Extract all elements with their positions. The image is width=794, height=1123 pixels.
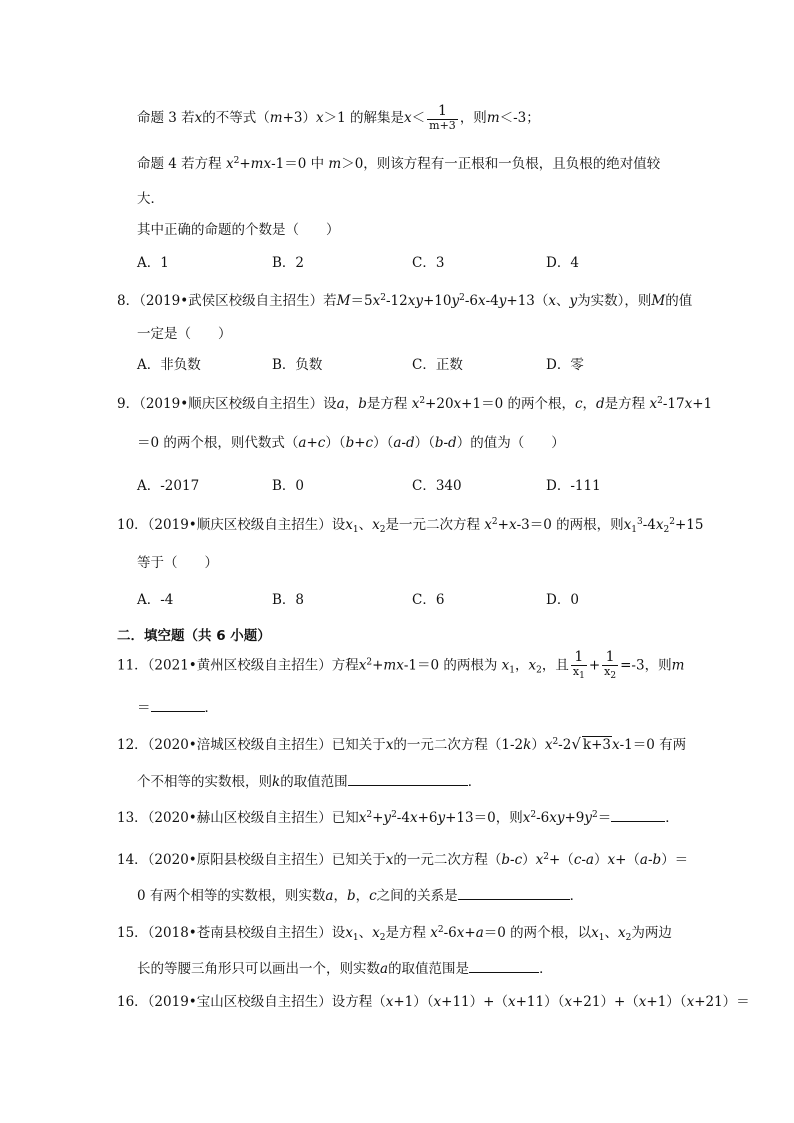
question-11: 11．（2021•黄州区校级自主招生）方程$x^2+mx-1=0$ 的两根为 $x_1$，$x_2$，且 $\frac{1}{x_1}$ + $\frac{1}{x_2}$ =-3，则m bbox=[117, 649, 685, 682]
answer-blank[interactable] bbox=[458, 887, 570, 900]
question-11-cont: ＝ ． bbox=[137, 700, 218, 716]
option-b: B．0 bbox=[272, 478, 305, 494]
option-c: C．正数 bbox=[412, 357, 463, 373]
proposition-3: 命题 3 若x的不等式（m+3）x＞1 的解集是x＜ $\frac{1}{m+3}$ ，则m＜-3； bbox=[137, 103, 540, 133]
option-d: D．4 bbox=[546, 255, 579, 271]
question-14-cont: 0 有两个相等的实数根，则实数a，b，c之间的关系是 ． bbox=[137, 888, 584, 904]
option-a: A．非负数 bbox=[137, 357, 201, 373]
proposition-4: 命题 4 若方程 $x^2+mx-1=0$ 中 m＞0，则该方程有一正根和一负根，且负根的绝对值较 bbox=[137, 156, 661, 172]
question-8-cont: 一定是（ ） bbox=[137, 326, 232, 342]
question-14: 14．（2020•原阳县校级自主招生）已知关于x的一元二次方程$(b-c)x^2+(c-a)x+(a-b)=$ bbox=[117, 852, 689, 868]
option-d: D．0 bbox=[546, 592, 579, 608]
answer-blank[interactable] bbox=[611, 809, 665, 822]
section-heading: 二．填空题（共 6 小题） bbox=[117, 628, 271, 644]
question-7-stem: 其中正确的命题的个数是（ ） bbox=[137, 222, 340, 238]
option-c: C．340 bbox=[412, 478, 462, 494]
option-c: C．3 bbox=[412, 255, 445, 271]
question-10-cont: 等于（ ） bbox=[137, 555, 218, 571]
fraction: $\frac{1}{m+3}$ bbox=[429, 103, 456, 133]
fraction: $\frac{1}{x_2}$ bbox=[604, 649, 617, 682]
answer-blank[interactable] bbox=[151, 699, 205, 712]
answer-blank[interactable] bbox=[348, 773, 468, 786]
question-15: 15．（2018•苍南县校级自主招生）设$x_1$、$x_2$是方程 $x^2-6x+a=0$ 的两个根，以$x_1$、$x_2$为两边 bbox=[117, 925, 672, 943]
question-9: 9．（2019•顺庆区校级自主招生）设a，b是方程 $x^2+20x+1=0$ 的两个根，c，d是方程 $x^2-17x+1$ bbox=[117, 396, 713, 412]
option-d: D．零 bbox=[546, 357, 584, 373]
option-a: A．-4 bbox=[137, 592, 174, 608]
option-d: D．-111 bbox=[546, 478, 601, 494]
fraction: $\frac{1}{x_1}$ bbox=[572, 649, 585, 682]
proposition-4-cont: 大． bbox=[137, 191, 164, 207]
option-b: B．负数 bbox=[272, 357, 323, 373]
option-a: A．-2017 bbox=[137, 478, 200, 494]
option-c: C．6 bbox=[412, 592, 445, 608]
question-8: 8．（2019•武侯区校级自主招生）若$M=5x^2-12xy+10y^2-6x-4y+13(x$、y为实数），则M的值 bbox=[117, 293, 693, 309]
question-16: 16．（2019•宝山区校级自主招生）设方程（x+1）（x+11）+（x+11）（x+21）+（x+1）（x+21）＝ bbox=[117, 994, 750, 1010]
option-a: A．1 bbox=[137, 255, 169, 271]
question-12-cont: 个不相等的实数根，则k的取值范围 ． bbox=[137, 774, 482, 790]
question-12: 12．（2020•涪城区校级自主招生）已知关于x的一元二次方程$(1-2k)x^2-2√$ k+3x-1＝0 有两 bbox=[117, 735, 687, 753]
question-13: 13．（2020•赫山区校级自主招生）已知$x^2+y^2-4x+6y+13=0$，则$x^2-6xy+9y^2=$ ． bbox=[117, 810, 679, 826]
answer-blank[interactable] bbox=[469, 960, 539, 973]
question-9-cont: ＝0 的两个根，则代数式（a+c）（b+c）（a-d）（b-d）的值为（ ） bbox=[137, 435, 565, 451]
option-b: B．8 bbox=[272, 592, 305, 608]
option-b: B．2 bbox=[272, 255, 305, 271]
question-10: 10．（2019•顺庆区校级自主招生）设$x_1$、$x_2$是一元二次方程 $x^2+x-3=0$ 的两根，则$x_1^3-4x_2^2+15$ bbox=[117, 517, 704, 535]
question-15-cont: 长的等腰三角形只可以画出一个，则实数a的取值范围是 ． bbox=[137, 961, 553, 977]
